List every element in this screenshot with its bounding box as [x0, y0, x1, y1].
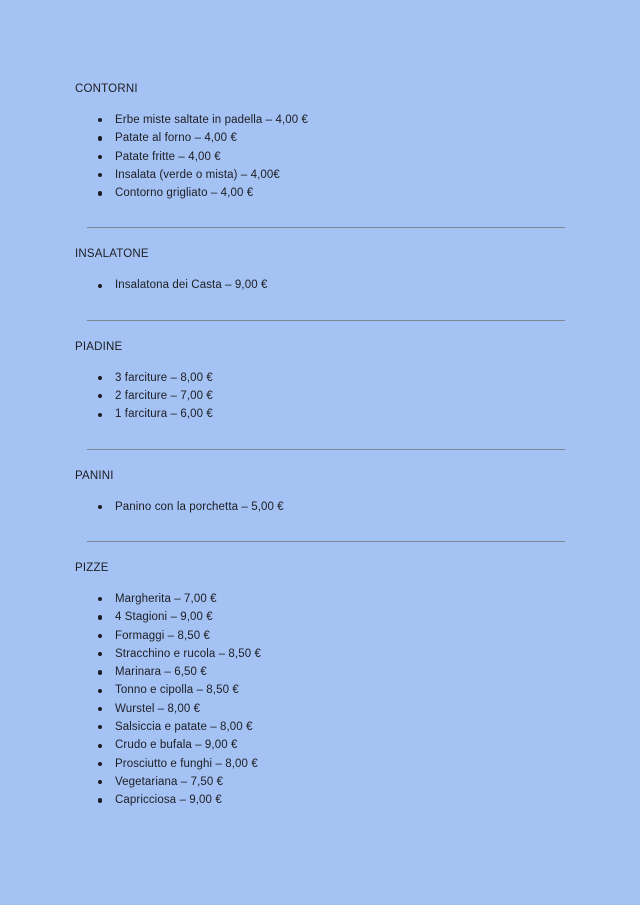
- section-panini: [75, 469, 565, 516]
- menu-item: Crudo e bufala – 9,00 €: [115, 736, 565, 754]
- menu-item: Panino con la porchetta – 5,00 €: [115, 498, 565, 516]
- menu-item: Tonno e cipolla – 8,50 €: [115, 681, 565, 699]
- menu-item: Formaggi – 8,50 €: [115, 627, 565, 645]
- insalatone-item-list: [75, 276, 565, 294]
- section-pizze: [75, 561, 565, 810]
- menu-item: Vegetariana – 7,50 €: [115, 773, 565, 791]
- menu-item: Marinara – 6,50 €: [115, 663, 565, 681]
- section-divider: [87, 227, 565, 228]
- menu-item: Patate al forno – 4,00 €: [115, 129, 565, 147]
- menu-item: 4 Stagioni – 9,00 €: [115, 608, 565, 626]
- menu-item: 3 farciture – 8,00 €: [115, 369, 565, 387]
- section-title-pizze: PIZZE: [75, 561, 109, 574]
- section-title-insalatone: INSALATONE: [75, 248, 149, 261]
- menu-item: Stracchino e rucola – 8,50 €: [115, 645, 565, 663]
- menu-item: Insalatona dei Casta – 9,00 €: [115, 276, 565, 294]
- menu-item: Salsiccia e patate – 8,00 €: [115, 718, 565, 736]
- section-piadine: [75, 340, 565, 424]
- section-title-piadine: PIADINE: [75, 340, 123, 353]
- piadine-item-list: [75, 369, 565, 424]
- menu-item: Capricciosa – 9,00 €: [115, 791, 565, 809]
- section-divider: [87, 541, 565, 542]
- section-divider: [87, 449, 565, 450]
- menu-item: Prosciutto e funghi – 8,00 €: [115, 755, 565, 773]
- section-insalatone: [75, 247, 565, 294]
- menu-item: Insalata (verde o mista) – 4,00€: [115, 166, 565, 184]
- pizze-item-list: [75, 590, 565, 810]
- menu-item: 2 farciture – 7,00 €: [115, 387, 565, 405]
- menu-item: 1 farcitura – 6,00 €: [115, 405, 565, 423]
- menu-item: Erbe miste saltate in padella – 4,00 €: [115, 111, 565, 129]
- section-title-panini: PANINI: [75, 469, 114, 482]
- section-contorni: [75, 82, 565, 202]
- menu-item: Patate fritte – 4,00 €: [115, 148, 565, 166]
- contorni-item-list: [75, 111, 565, 202]
- section-divider: [87, 320, 565, 321]
- panini-item-list: [75, 498, 565, 516]
- menu-item: Margherita – 7,00 €: [115, 590, 565, 608]
- menu-item: Contorno grigliato – 4,00 €: [115, 184, 565, 202]
- menu-item: Wurstel – 8,00 €: [115, 700, 565, 718]
- section-title-contorni: CONTORNI: [75, 83, 138, 95]
